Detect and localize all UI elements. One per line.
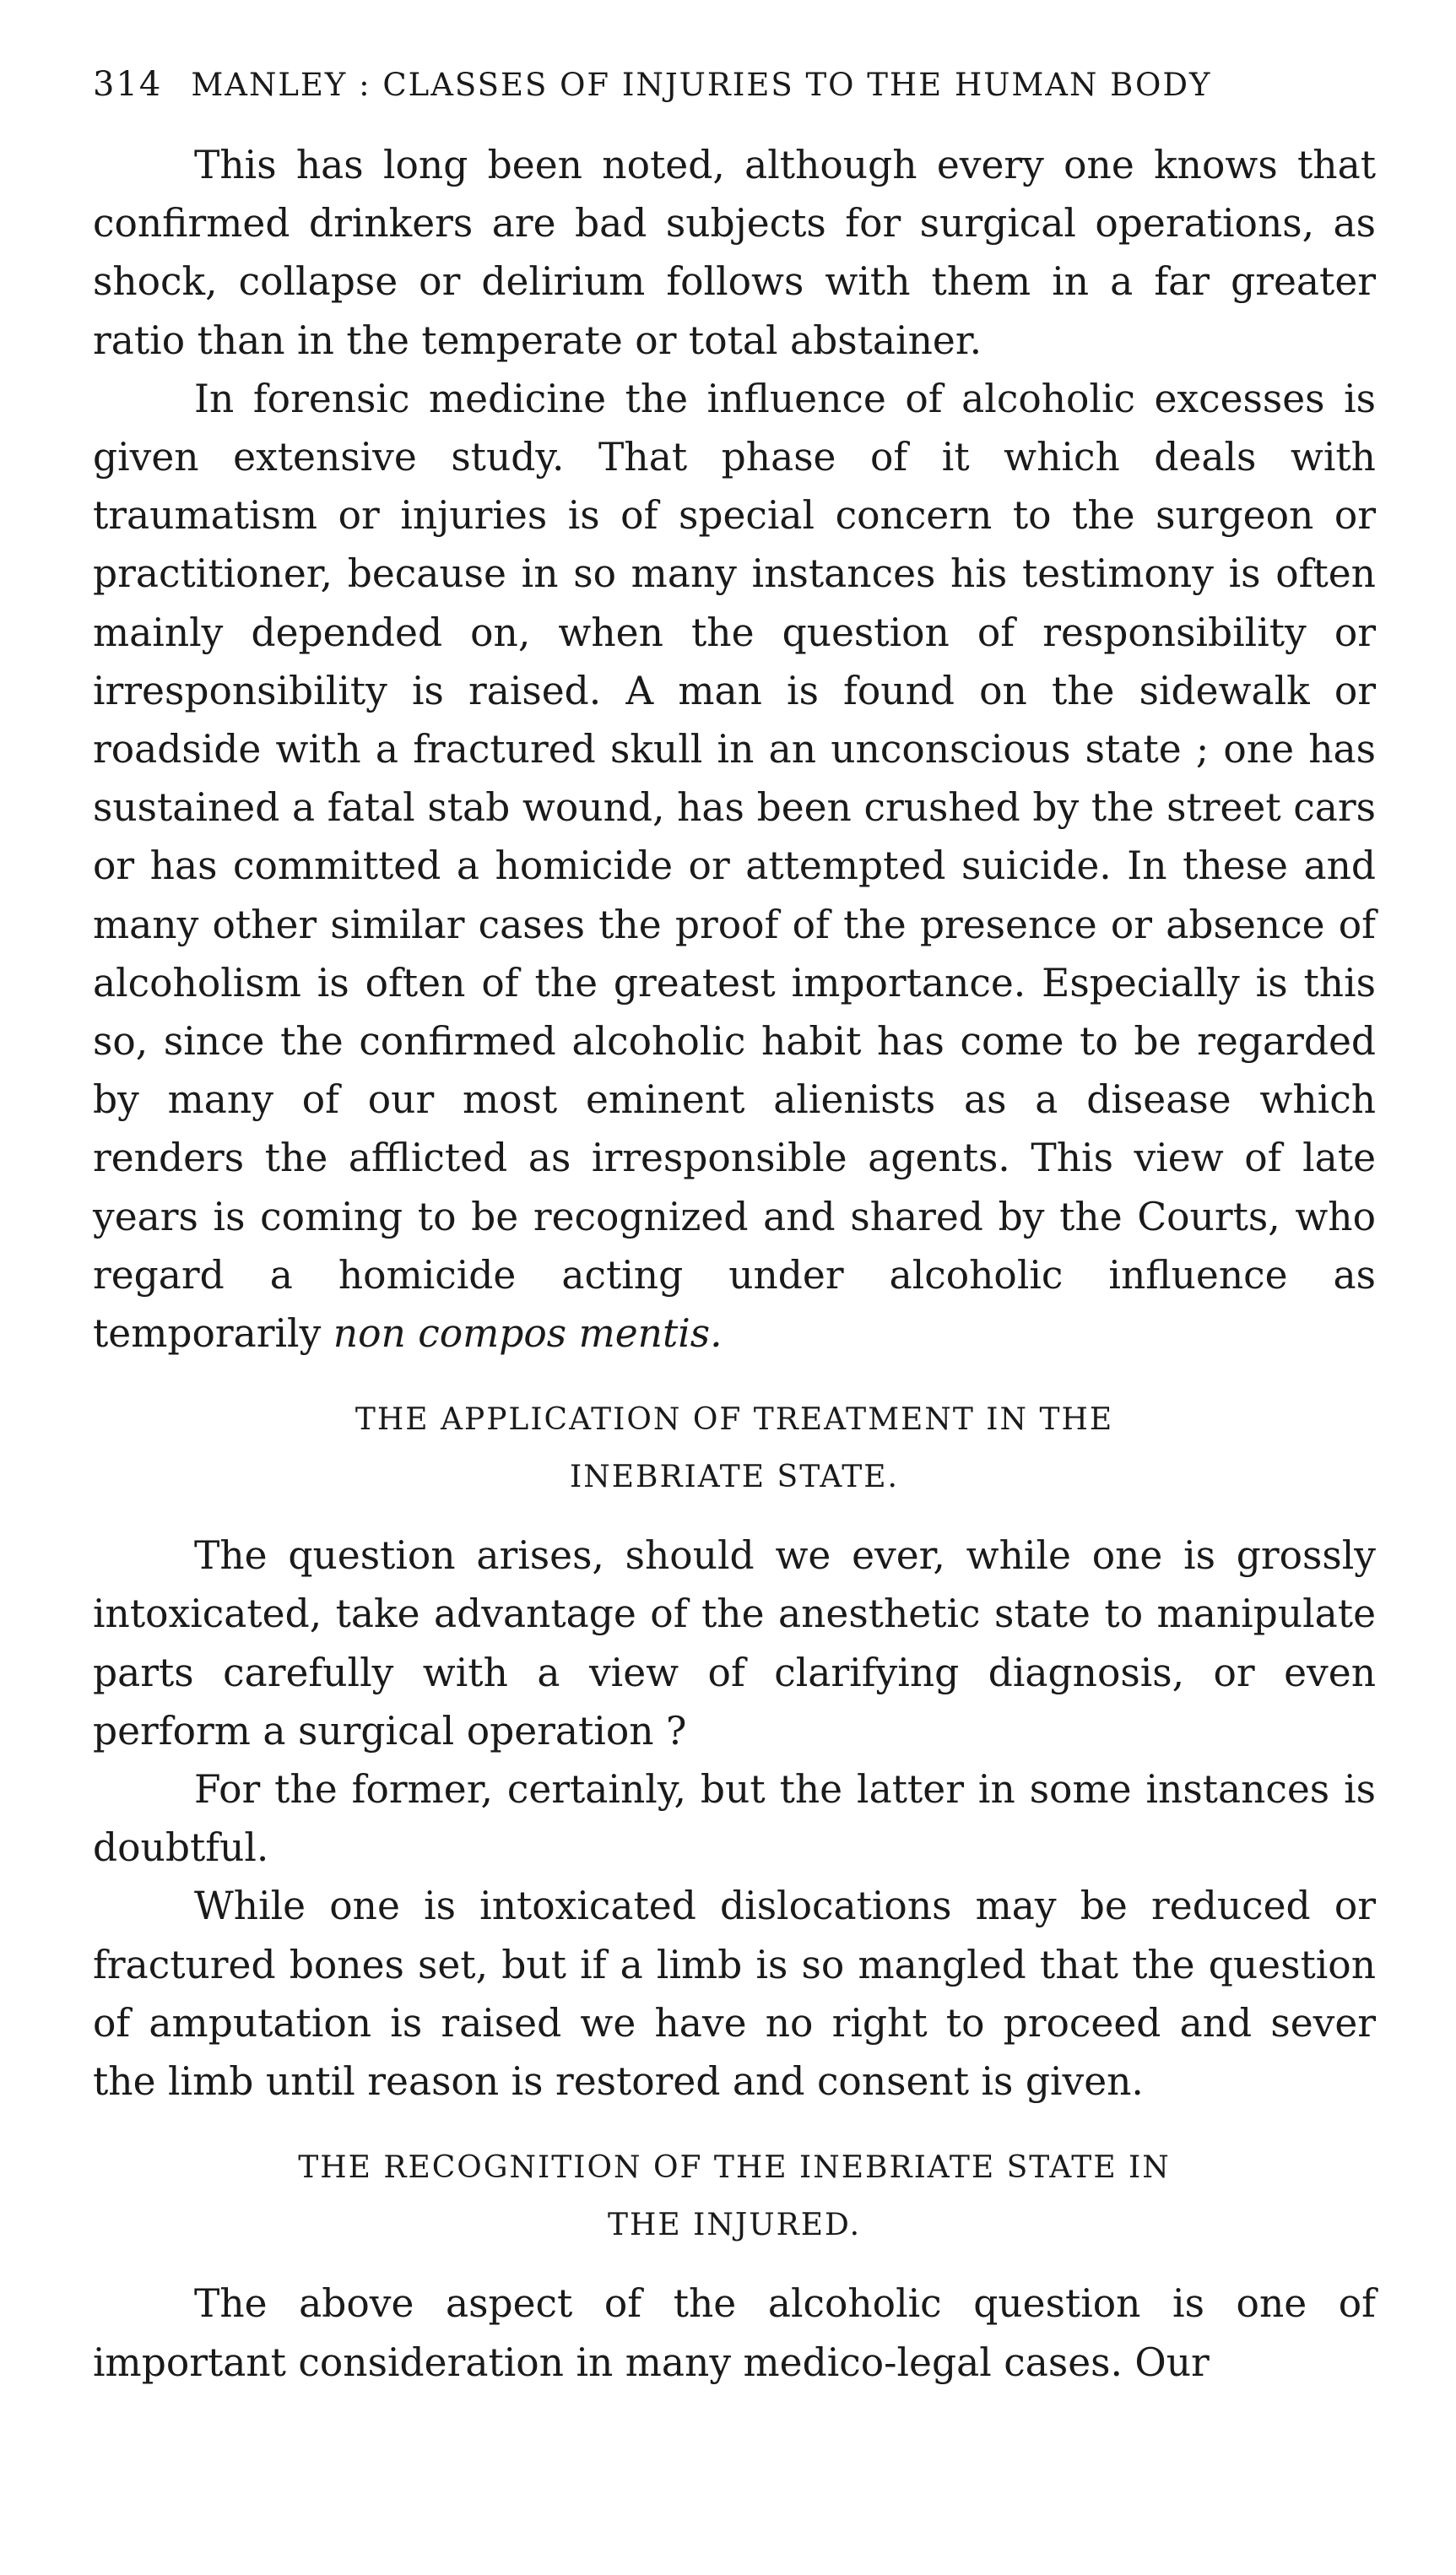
latin-phrase: non compos mentis. (333, 1311, 723, 1357)
section-heading-application-of-treatment (93, 1391, 1376, 1506)
page-number: 314 (93, 65, 163, 104)
paragraph-former-latter: For the former, certainly, but the latter in some instances is doubtful. (93, 1767, 1376, 1871)
section-heading-line: THE APPLICATION OF TREATMENT IN THE (355, 1402, 1114, 1438)
book-page (93, 59, 1376, 2392)
section-heading-line: INEBRIATE STATE. (569, 1460, 899, 1495)
paragraph-forensic-medicine (93, 370, 1376, 1363)
section-heading-recognition-of-inebriate-state (93, 2139, 1376, 2254)
paragraph-forensic-text: In forensic medicine the influence of alcoholic excesses is given extensive study. That phase of it which deals with traumatism or injuries is of special concern to the surgeon or practitioner, because in so many instances his testimony is often mainly depended on, when the question of responsibility or irresponsibility is raised. A man is found on the sidewalk or roadside with a fractured skull in an unconscious state ; one has sustained a fatal stab wound, has been crushed by the street cars or has committed a homicide or attempted suicide. In these and many other similar cases the proof of the presence or absence of alcoholism is often of the greatest importance. Especially is this so, since the confirmed alcoholic habit has come to be regarded by many of our most eminent alienists as a disease which renders the afflicted as irresponsible agents. This view of late years is coming to be recognized and shared by the Courts, who regard a homicide acting under alcoholic influence as temporarily (93, 376, 1376, 1357)
section-heading-line: THE RECOGNITION OF THE INEBRIATE STATE IN (298, 2150, 1171, 2186)
paragraph-question-arises: The question arises, should we ever, while one is grossly intoxicated, take advantage of the anesthetic state to manipulate parts carefully with a view of clarifying diagnosis, or even perform a surgical operation ? (93, 1533, 1376, 1754)
running-head (93, 59, 1376, 111)
paragraph-dislocations: While one is intoxicated dislocations may be reduced or fractured bones set, but if a limb is so mangled that the question of amputation is raised we have no right to proceed and sever the limb until reason is restored and consent is given. (93, 1884, 1376, 2105)
paragraph-shock-collapse: This has long been noted, although every one knows that confirmed drinkers are bad subjects for surgical operations, as shock, collapse or delirium follows with them in a far greater ratio than in the temperate or total abstainer. (93, 143, 1376, 363)
running-title: MANLEY : CLASSES OF INJURIES TO THE HUMAN BODY (191, 67, 1212, 103)
paragraph-medico-legal: The above aspect of the alcoholic question is one of important consideration in many medico-legal cases. Our (93, 2281, 1376, 2385)
section-heading-line: THE INJURED. (607, 2208, 862, 2243)
